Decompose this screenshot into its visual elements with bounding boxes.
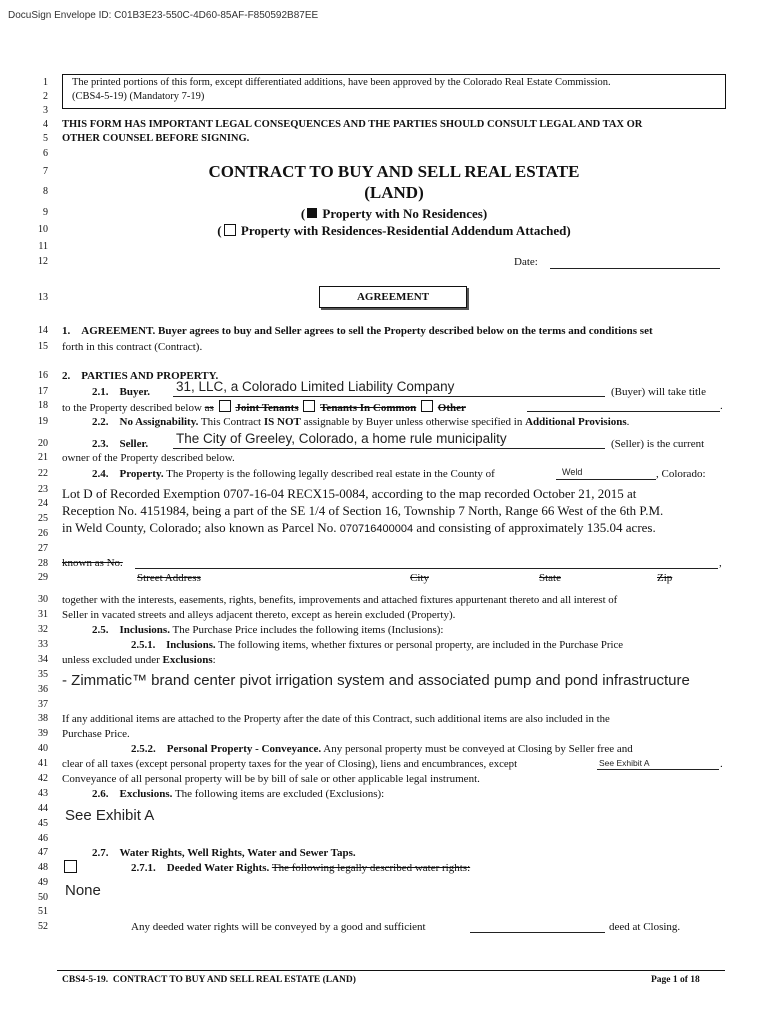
line-number: 8	[43, 186, 48, 197]
footer-rule	[57, 970, 725, 971]
county-underline	[556, 479, 656, 480]
pp-except-underline	[597, 769, 719, 770]
line-number: 43	[38, 788, 48, 799]
personal-property-line-3: Conveyance of all personal property will be by bill of sale or other applicable legal instrument.	[62, 773, 480, 785]
addr-street: Street Address	[137, 572, 201, 584]
parcel-number: 070716400004	[339, 523, 414, 535]
seller-underline	[173, 448, 605, 449]
line-number: 49	[38, 877, 48, 888]
other-field[interactable]	[527, 411, 720, 412]
line-number: 26	[38, 528, 48, 539]
line-number: 46	[38, 833, 48, 844]
known-as: known as No.	[62, 557, 123, 569]
seller-value[interactable]: The City of Greeley, Colorado, a home rule municipality	[176, 431, 507, 446]
s1-line-1: 1. AGREEMENT. Buyer agrees to buy and Seller agrees to sell the Property described below on the terms and conditions set	[62, 325, 653, 337]
line-number: 25	[38, 513, 48, 524]
inclusions-251: 2.5.1. Inclusions. The following items, whether fixtures or personal property, are included in the Purchase Price	[131, 639, 624, 651]
known-as-comma: ,	[719, 557, 722, 569]
legal-desc-1[interactable]: Lot D of Recorded Exemption 0707-16-04 RECX15-0084, according to the map recorded October 21, 2015 at	[62, 486, 637, 501]
conveyed-pre: Any deeded water rights will be conveyed by a good and sufficient	[131, 921, 426, 933]
checkbox-other[interactable]	[421, 400, 433, 412]
contract-title: CONTRACT TO BUY AND SELL REAL ESTATE	[208, 162, 580, 181]
buyer-underline	[173, 396, 605, 397]
line-number: 1	[43, 77, 48, 88]
seller-line-2: owner of the Property described below.	[62, 452, 235, 464]
line-number: 50	[38, 892, 48, 903]
title-line: to the Property described below as Joint Tenants Tenants In Common Other	[62, 402, 466, 414]
line-number: 7	[43, 166, 48, 177]
option-with-residences: ( Property with Residences-Residential Addendum Attached)	[217, 223, 571, 238]
line-number: 39	[38, 728, 48, 739]
pp-except-value[interactable]: See Exhibit A	[599, 758, 650, 768]
deed-type-field[interactable]	[470, 932, 605, 933]
line-number: 52	[38, 921, 48, 932]
footer-form-name: CBS4-5-19. CONTRACT TO BUY AND SELL REAL ESTATE (LAND)	[62, 975, 356, 985]
inclusions-251-line-2: unless excluded under Exclusions:	[62, 654, 216, 666]
line-number: 41	[38, 758, 48, 769]
personal-property-line-2: clear of all taxes (except personal property taxes for the year of Closing), liens and encumbrances, except	[62, 758, 518, 770]
footer-page-number: Page 1 of 18	[651, 975, 700, 985]
personal-property-line: 2.5.2. Personal Property - Conveyance. Any personal property must be conveyed at Closing by Seller free and	[131, 743, 633, 755]
line-number: 4	[43, 119, 48, 130]
line-number: 30	[38, 594, 48, 605]
line-number: 15	[38, 341, 48, 352]
additional-items-1: If any additional items are attached to the Property after the date of this Contract, such additional items are also included in the	[62, 713, 610, 725]
s1-line-2: forth in this contract (Contract).	[62, 341, 203, 353]
additional-items-2: Purchase Price.	[62, 728, 130, 740]
line-number: 31	[38, 609, 48, 620]
warning-line-1: THIS FORM HAS IMPORTANT LEGAL CONSEQUENCES AND THE PARTIES SHOULD CONSULT LEGAL AND TAX OR	[62, 119, 643, 130]
title-line-period: .	[720, 400, 723, 412]
notice-line-1: The printed portions of this form, except differentiated additions, have been approved by the Colorado Real Estate Commission.	[72, 77, 611, 88]
line-number: 48	[38, 862, 48, 873]
no-assignability: 2.2. No Assignability. This Contract IS NOT assignable by Buyer unless otherwise specified in Additional Provisions.	[92, 416, 630, 428]
line-number: 3	[43, 105, 48, 116]
checkbox-deeded-water-rights[interactable]	[64, 860, 77, 873]
line-number: 35	[38, 669, 48, 680]
deeded-checkbox-wrap	[62, 860, 79, 875]
line-number: 33	[38, 639, 48, 650]
date-label: Date:	[514, 256, 538, 268]
line-number: 37	[38, 699, 48, 710]
addr-city: City	[410, 572, 429, 584]
line-number: 10	[38, 224, 48, 235]
checkbox-joint-tenants[interactable]	[219, 400, 231, 412]
buyer-value[interactable]: 31, LLC, a Colorado Limited Liability Company	[176, 379, 455, 394]
line-number: 29	[38, 572, 48, 583]
warning-line-2: OTHER COUNSEL BEFORE SIGNING.	[62, 133, 250, 144]
line-number: 6	[43, 148, 48, 159]
line-number: 22	[38, 468, 48, 479]
conveyed-post: deed at Closing.	[609, 921, 681, 933]
together-line-2: Seller in vacated streets and alleys adjacent thereto, except as herein excluded (Property).	[62, 609, 456, 621]
county-value[interactable]: Weld	[562, 467, 583, 477]
deeded-value[interactable]: None	[65, 882, 101, 899]
line-number: 13	[38, 292, 48, 303]
line-number: 9	[43, 207, 48, 218]
legal-desc-2[interactable]: Reception No. 4151984, being a part of the SE 1/4 of Section 16, Township 7 North, Range 66 West of the 6th P.M.	[62, 503, 664, 518]
line-number: 51	[38, 906, 48, 917]
deeded-water-line: 2.7.1. Deeded Water Rights. The following legally described water rights:	[131, 862, 471, 874]
seller-label: 2.3. Seller.	[92, 438, 149, 450]
legal-desc-3[interactable]: in Weld County, Colorado; also known as Parcel No. 070716400004 and consisting of approximately 135.04 acres.	[62, 520, 656, 535]
line-number: 12	[38, 256, 48, 267]
property-line: 2.4. Property. The Property is the following legally described real estate in the County of	[92, 468, 495, 480]
envelope-id: DocuSign Envelope ID: C01B3E23-550C-4D60-85AF-F850592B87EE	[8, 10, 319, 21]
line-number: 42	[38, 773, 48, 784]
addr-zip: Zip	[657, 572, 673, 584]
line-number: 36	[38, 684, 48, 695]
addr-state: State	[539, 572, 561, 584]
option-no-residences: ( Property with No Residences)	[300, 206, 488, 221]
line-number: 27	[38, 543, 48, 554]
line-number: 28	[38, 558, 48, 569]
exclusions-line: 2.6. Exclusions. The following items are excluded (Exclusions):	[92, 788, 385, 800]
line-number: 45	[38, 818, 48, 829]
buyer-tail: (Buyer) will take title	[611, 386, 706, 398]
known-as-field[interactable]	[135, 568, 718, 569]
line-number: 5	[43, 133, 48, 144]
checkbox-no-residences-checked[interactable]	[307, 208, 317, 218]
agreement-box: AGREEMENT	[319, 286, 467, 308]
line-number: 38	[38, 713, 48, 724]
inclusions-value[interactable]: - Zimmatic™ brand center pivot irrigation system and associated pump and pond infrastructure	[62, 672, 690, 689]
pp-line-2-period: .	[720, 758, 723, 770]
line-number: 20	[38, 438, 48, 449]
line-number: 14	[38, 325, 48, 336]
together-line-1: together with the interests, easements, rights, benefits, improvements and attached fixtures appurtenant thereto and all interest of	[62, 594, 618, 606]
line-number: 2	[43, 91, 48, 102]
line-number: 16	[38, 370, 48, 381]
line-number: 17	[38, 386, 48, 397]
line-number: 18	[38, 400, 48, 411]
s2-heading: 2. PARTIES AND PROPERTY.	[62, 370, 219, 382]
line-number: 24	[38, 498, 48, 509]
state-tail: , Colorado:	[656, 468, 706, 480]
checkbox-tenants-in-common[interactable]	[303, 400, 315, 412]
line-number: 47	[38, 847, 48, 858]
buyer-label: 2.1. Buyer.	[92, 386, 150, 398]
seller-tail: (Seller) is the current	[611, 438, 705, 450]
checkbox-with-residences[interactable]	[224, 224, 236, 236]
water-rights-heading: 2.7. Water Rights, Well Rights, Water and Sewer Taps.	[92, 847, 356, 859]
inclusions-line: 2.5. Inclusions. The Purchase Price includes the following items (Inclusions):	[92, 624, 444, 636]
line-number: 11	[38, 241, 48, 252]
contract-subtitle: (LAND)	[364, 183, 424, 202]
line-number: 19	[38, 416, 48, 427]
line-number: 34	[38, 654, 48, 665]
line-number: 21	[38, 452, 48, 463]
line-number: 40	[38, 743, 48, 754]
exclusions-value[interactable]: See Exhibit A	[65, 807, 155, 824]
line-number: 44	[38, 803, 48, 814]
line-number: 32	[38, 624, 48, 635]
line-number: 23	[38, 484, 48, 495]
date-field[interactable]	[550, 268, 720, 269]
notice-line-2: (CBS4-5-19) (Mandatory 7-19)	[72, 91, 205, 102]
